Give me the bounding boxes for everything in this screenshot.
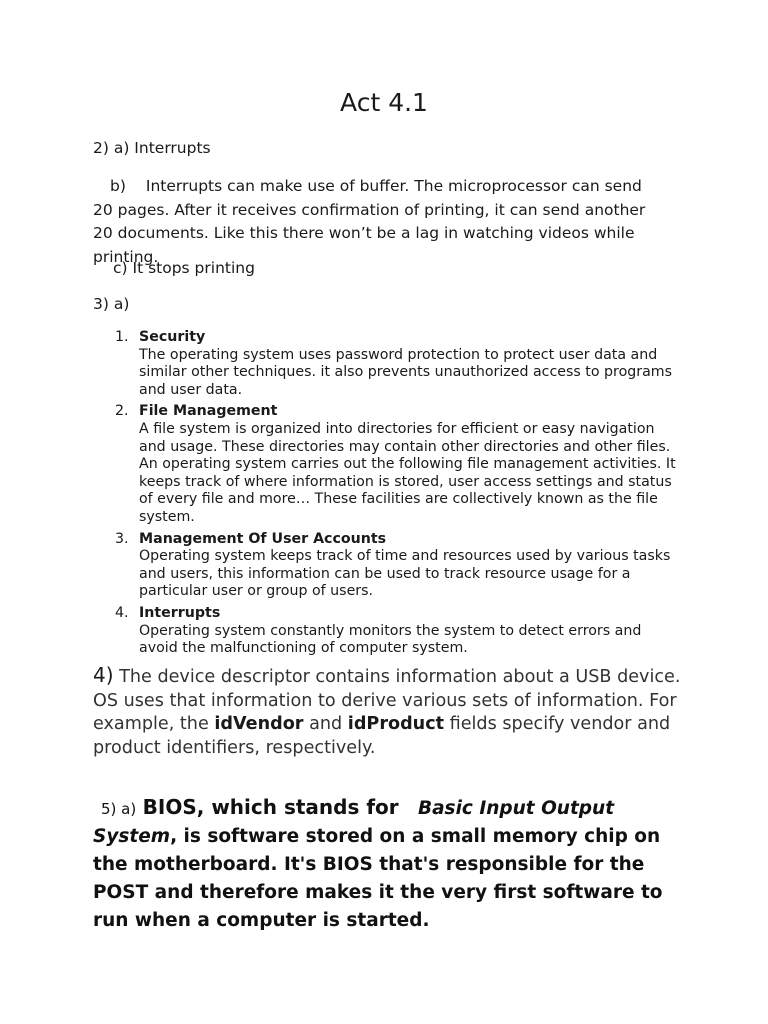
question-2b [93, 175, 653, 269]
list-item-heading: File Management [139, 403, 278, 420]
page-title: Act 4.1 [340, 88, 428, 117]
list-item-number: 2. [115, 403, 129, 420]
question-5a-text-1: BIOS, which stands for [142, 795, 399, 819]
list-item [115, 605, 680, 658]
question-4-text-3: fields specify vendor and product identifiers, respectively. [93, 714, 671, 758]
question-5a [93, 793, 693, 935]
list-item-heading: Security [139, 329, 206, 345]
list-item-body: The operating system uses password protection to protect user data and similar other techniques. it also prevents unauthorized access to programs and user data. [139, 346, 672, 398]
os-functions-list [115, 329, 680, 662]
question-4-text-2: and [303, 714, 348, 735]
list-item-number: 1. [115, 329, 129, 345]
list-item [115, 403, 680, 526]
field-idproduct: idProduct [347, 714, 445, 735]
list-item-number: 3. [115, 530, 129, 547]
question-2b-label: b) [110, 177, 126, 195]
list-item-number: 4. [115, 604, 129, 621]
question-4-text-1: The device descriptor contains information about a USB device. OS uses that information to derive various sets of information. For example, the [93, 667, 681, 735]
list-item [115, 531, 680, 601]
list-item [115, 329, 680, 399]
question-4 [93, 664, 683, 760]
question-3a: 3) a) [93, 295, 130, 313]
question-2c: c) It stops printing [113, 259, 255, 277]
question-2a: 2) a) Interrupts [93, 139, 211, 157]
field-idvendor: idVendor [214, 714, 304, 735]
question-2b-text: Interrupts can make use of buffer. The microprocessor can send 20 pages. After it receives confirmation of printing, it can send another 20 documents. Like this there won’t be a lag in watching videos while printing. [93, 177, 646, 266]
list-item-heading: Management Of User Accounts [139, 530, 387, 547]
list-item-body: Operating system keeps track of time and resources used by various tasks and users, this information can be used to track resource usage for a particular user or group of users. [139, 548, 671, 600]
list-item-heading: Interrupts [139, 604, 221, 621]
list-item-body: Operating system constantly monitors the system to detect errors and avoid the malfunctioning of computer system. [139, 622, 642, 657]
bios-expansion: Basic Input Output System [93, 798, 615, 847]
list-item-body: A file system is organized into directories for efficient or easy navigation and usage. These directories may contain other directories and other files. An operating system carries out the following file management activities. It keeps track of where information is stored, user access settings and status of every file and more… These facilities are collectively known as the file system. [139, 420, 676, 525]
question-4-number: 4) [93, 663, 114, 687]
question-5a-text-2: , is software stored on a small memory chip on the motherboard. It's BIOS that's responsible for the POST and therefore makes it the very first software to run when a computer is started. [93, 826, 663, 931]
question-5a-label: 5) a) [101, 800, 137, 818]
